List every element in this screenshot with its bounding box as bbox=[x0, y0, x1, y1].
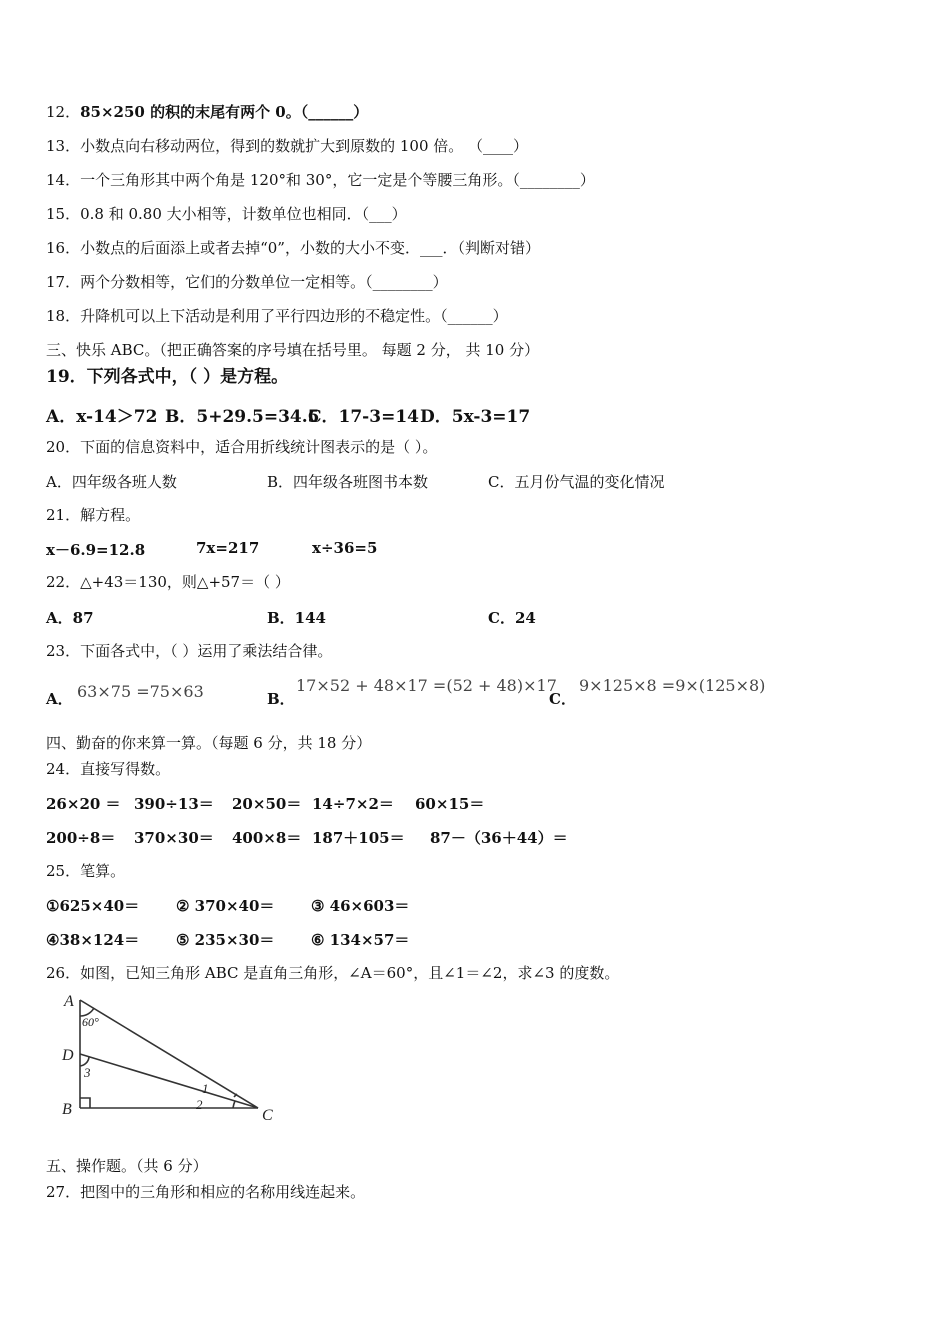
question-15: 15．0.8 和 0.80 大小相等，计数单位也相同．（___） bbox=[46, 205, 407, 223]
q21-equation-1: x－6.9=12.8 bbox=[46, 541, 146, 559]
question-12: 12．85×250 的积的末尾有两个 0。（______） bbox=[46, 103, 369, 121]
question-27-stem: 27．把图中的三角形和相应的名称用线连起来。 bbox=[46, 1183, 366, 1201]
q19-option-b: B．5+29.5=34.5 bbox=[165, 407, 320, 427]
q20-option-b: B．四年级各班图书本数 bbox=[267, 473, 429, 491]
question-19-stem: 19．下列各式中，（ ）是方程。 bbox=[46, 367, 289, 387]
section-5-title: 五、操作题。（共 6 分） bbox=[46, 1157, 208, 1175]
q22-option-a: A．87 bbox=[46, 609, 94, 627]
question-14: 14．一个三角形其中两个角是 120°和 30°，它一定是个等腰三角形。（________） bbox=[46, 171, 595, 189]
label-angle-60: 60° bbox=[82, 1015, 99, 1029]
q19-option-a: A．x-14＞72 bbox=[46, 407, 158, 427]
question-16: 16．小数点的后面添上或者去掉“0”，小数的大小不变．___．（判断对错） bbox=[46, 239, 540, 257]
q22-option-c: C．24 bbox=[488, 609, 536, 627]
q24-item: 370×30＝ bbox=[134, 829, 214, 847]
angle-2-arc bbox=[233, 1101, 235, 1108]
question-18: 18．升降机可以上下活动是利用了平行四边形的不稳定性。（______） bbox=[46, 307, 508, 325]
q24-item: 400×8＝ bbox=[232, 829, 302, 847]
q25-item: ② 370×40＝ bbox=[176, 897, 275, 915]
right-angle-mark bbox=[80, 1098, 90, 1108]
q24-item: 87－（36＋44）＝ bbox=[430, 829, 568, 847]
question-20-stem: 20．下面的信息资料中，适合用折线统计图表示的是（ ）。 bbox=[46, 438, 438, 456]
label-angle-3: 3 bbox=[84, 1065, 91, 1080]
question-26-stem: 26．如图，已知三角形 ABC 是直角三角形，∠A＝60°，且∠1＝∠2，求∠3 的度数。 bbox=[46, 964, 620, 982]
q25-item: ①625×40＝ bbox=[46, 897, 140, 915]
q23-formula-b: 17×52 + 48×17 =(52 + 48)×17 bbox=[296, 676, 557, 695]
q23-label-c: C． bbox=[549, 690, 576, 708]
q25-item: ⑥ 134×57＝ bbox=[311, 931, 410, 949]
q21-equation-3: x÷36=5 bbox=[312, 539, 378, 557]
q23-formula-c: 9×125×8 =9×(125×8) bbox=[579, 676, 766, 695]
q24-item: 187＋105＝ bbox=[312, 829, 405, 847]
q21-equation-2: 7x=217 bbox=[196, 539, 260, 557]
question-23-stem: 23．下面各式中，（ ）运用了乘法结合律。 bbox=[46, 642, 333, 660]
q24-item: 60×15＝ bbox=[415, 795, 485, 813]
question-25-stem: 25．笔算。 bbox=[46, 862, 126, 880]
q24-item: 14÷7×2＝ bbox=[312, 795, 394, 813]
question-24-stem: 24．直接写得数。 bbox=[46, 760, 171, 778]
question-22-stem: 22．△+43＝130，则△+57＝（ ） bbox=[46, 573, 290, 591]
q25-item: ③ 46×603＝ bbox=[311, 897, 410, 915]
q23-label-a: A． bbox=[46, 690, 73, 708]
q20-option-c: C．五月份气温的变化情况 bbox=[488, 473, 665, 491]
side-ac bbox=[80, 1000, 258, 1108]
triangle-figure bbox=[58, 990, 290, 1126]
label-a: A bbox=[64, 993, 74, 1010]
label-d: D bbox=[62, 1047, 74, 1064]
label-c: C bbox=[262, 1107, 273, 1124]
label-b: B bbox=[62, 1101, 72, 1118]
q22-option-b: B．144 bbox=[267, 609, 326, 627]
q24-item: 26×20 ＝ bbox=[46, 795, 121, 813]
q20-option-a: A．四年级各班人数 bbox=[46, 473, 177, 491]
segment-dc bbox=[80, 1054, 258, 1108]
section-4-title: 四、勤奋的你来算一算。（每题 6 分，共 18 分） bbox=[46, 734, 372, 752]
q24-item: 200÷8＝ bbox=[46, 829, 116, 847]
q23-label-b: B． bbox=[267, 690, 295, 708]
question-21-stem: 21．解方程。 bbox=[46, 506, 141, 524]
q19-option-c: C．17-3=14 bbox=[308, 407, 419, 427]
q24-item: 20×50＝ bbox=[232, 795, 302, 813]
q19-option-d: D．5x-3=17 bbox=[420, 407, 531, 427]
question-13: 13．小数点向右移动两位，得到的数就扩大到原数的 100 倍。 （____） bbox=[46, 137, 529, 155]
label-angle-2: 2 bbox=[196, 1097, 203, 1112]
question-17: 17．两个分数相等，它们的分数单位一定相等。（________） bbox=[46, 273, 448, 291]
q25-item: ⑤ 235×30＝ bbox=[176, 931, 275, 949]
q25-item: ④38×124＝ bbox=[46, 931, 140, 949]
section-3-title: 三、快乐 ABC。（把正确答案的序号填在括号里。 每题 2 分， 共 10 分） bbox=[46, 341, 540, 359]
label-angle-1: 1 bbox=[202, 1081, 209, 1096]
q24-item: 390÷13＝ bbox=[134, 795, 214, 813]
q23-formula-a: 63×75 =75×63 bbox=[77, 682, 204, 701]
